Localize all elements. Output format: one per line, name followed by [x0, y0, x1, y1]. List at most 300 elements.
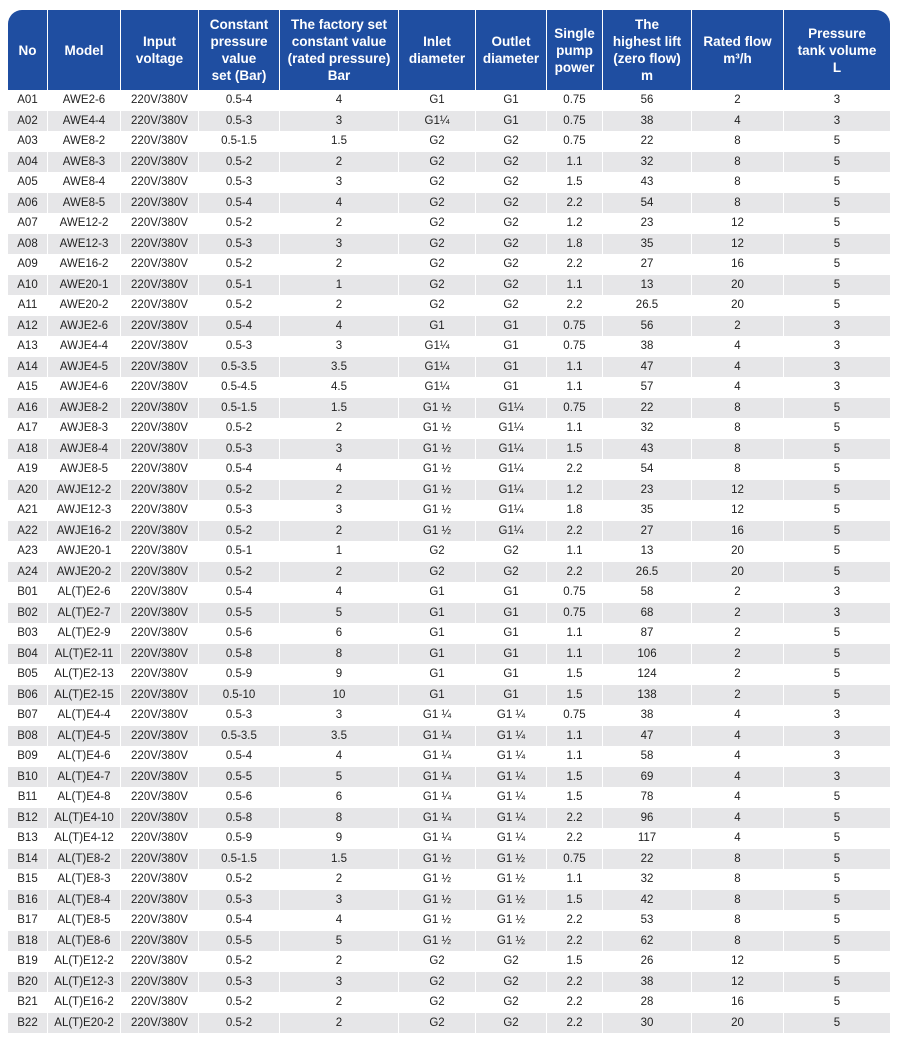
cell-cp: 0.5-5: [199, 931, 280, 952]
cell-factory: 4.5: [280, 377, 399, 398]
header-line: Model: [64, 42, 104, 58]
cell-factory: 1: [280, 541, 399, 562]
cell-flow: 16: [692, 521, 784, 542]
column-header-inlet: [399, 10, 476, 90]
cell-voltage: 220V/380V: [121, 705, 199, 726]
cell-tank: 3: [784, 603, 890, 624]
cell-inlet: G1 ½: [399, 521, 476, 542]
cell-no: A12: [8, 316, 48, 337]
cell-inlet: G1¼: [399, 111, 476, 132]
cell-inlet: G2: [399, 131, 476, 152]
cell-model: AWJE20-2: [48, 562, 121, 583]
cell-cp: 0.5-9: [199, 664, 280, 685]
cell-factory: 4: [280, 90, 399, 111]
cell-power: 1.5: [547, 439, 603, 460]
column-header-model: [48, 10, 121, 90]
cell-no: B09: [8, 746, 48, 767]
header-line: Rated flow: [703, 34, 772, 49]
pump-spec-table: [8, 10, 890, 1033]
cell-lift: 96: [603, 808, 692, 829]
table-row: [8, 418, 890, 439]
cell-voltage: 220V/380V: [121, 685, 199, 706]
cell-voltage: 220V/380V: [121, 254, 199, 275]
cell-voltage: 220V/380V: [121, 664, 199, 685]
cell-power: 0.75: [547, 111, 603, 132]
cell-inlet: G1: [399, 664, 476, 685]
cell-flow: 2: [692, 623, 784, 644]
cell-cp: 0.5-8: [199, 808, 280, 829]
cell-factory: 2: [280, 213, 399, 234]
cell-no: B01: [8, 582, 48, 603]
header-line: pump: [556, 42, 593, 58]
cell-outlet: G1: [476, 377, 547, 398]
cell-cp: 0.5-1.5: [199, 398, 280, 419]
cell-voltage: 220V/380V: [121, 131, 199, 152]
cell-no: B17: [8, 910, 48, 931]
cell-tank: 5: [784, 152, 890, 173]
cell-outlet: G1: [476, 90, 547, 111]
cell-voltage: 220V/380V: [121, 890, 199, 911]
table-row: [8, 111, 890, 132]
cell-flow: 8: [692, 459, 784, 480]
cell-power: 1.1: [547, 275, 603, 296]
cell-flow: 4: [692, 377, 784, 398]
cell-factory: 2: [280, 418, 399, 439]
cell-power: 1.5: [547, 890, 603, 911]
cell-factory: 4: [280, 459, 399, 480]
cell-model: AL(T)E4-7: [48, 767, 121, 788]
cell-flow: 2: [692, 603, 784, 624]
cell-lift: 43: [603, 172, 692, 193]
cell-factory: 3: [280, 336, 399, 357]
table-row: [8, 603, 890, 624]
cell-no: B16: [8, 890, 48, 911]
cell-no: B03: [8, 623, 48, 644]
header-line: constant value: [291, 34, 387, 49]
cell-power: 1.1: [547, 644, 603, 665]
cell-outlet: G2: [476, 1013, 547, 1034]
cell-outlet: G1: [476, 603, 547, 624]
cell-tank: 5: [784, 992, 890, 1013]
cell-outlet: G1 ½: [476, 910, 547, 931]
cell-tank: 5: [784, 521, 890, 542]
cell-tank: 5: [784, 131, 890, 152]
cell-factory: 2: [280, 562, 399, 583]
cell-lift: 23: [603, 480, 692, 501]
cell-flow: 8: [692, 890, 784, 911]
cell-lift: 58: [603, 582, 692, 603]
table-row: [8, 459, 890, 480]
table-row: [8, 336, 890, 357]
cell-factory: 4: [280, 316, 399, 337]
cell-cp: 0.5-3: [199, 972, 280, 993]
cell-power: 1.5: [547, 787, 603, 808]
cell-cp: 0.5-2: [199, 992, 280, 1013]
table-body: [8, 90, 890, 1033]
cell-outlet: G2: [476, 172, 547, 193]
cell-model: AWE8-5: [48, 193, 121, 214]
header-line: (zero flow): [613, 51, 681, 66]
cell-voltage: 220V/380V: [121, 111, 199, 132]
cell-model: AL(T)E2-13: [48, 664, 121, 685]
cell-no: A14: [8, 357, 48, 378]
cell-flow: 8: [692, 931, 784, 952]
cell-outlet: G2: [476, 992, 547, 1013]
cell-inlet: G2: [399, 992, 476, 1013]
cell-factory: 3: [280, 111, 399, 132]
cell-inlet: G1 ¼: [399, 808, 476, 829]
cell-cp: 0.5-2: [199, 480, 280, 501]
header-line: highest lift: [612, 34, 682, 49]
cell-no: A11: [8, 295, 48, 316]
cell-tank: 5: [784, 295, 890, 316]
cell-lift: 27: [603, 254, 692, 275]
cell-tank: 3: [784, 705, 890, 726]
cell-factory: 3: [280, 972, 399, 993]
cell-flow: 8: [692, 849, 784, 870]
cell-power: 1.5: [547, 767, 603, 788]
cell-model: AWJE16-2: [48, 521, 121, 542]
cell-model: AL(T)E2-6: [48, 582, 121, 603]
cell-tank: 5: [784, 459, 890, 480]
cell-outlet: G1: [476, 644, 547, 665]
cell-power: 0.75: [547, 705, 603, 726]
cell-no: B22: [8, 1013, 48, 1034]
cell-voltage: 220V/380V: [121, 152, 199, 173]
cell-cp: 0.5-4: [199, 90, 280, 111]
cell-tank: 5: [784, 1013, 890, 1034]
cell-no: A10: [8, 275, 48, 296]
cell-lift: 58: [603, 746, 692, 767]
table-row: [8, 787, 890, 808]
cell-inlet: G2: [399, 295, 476, 316]
cell-tank: 5: [784, 480, 890, 501]
cell-flow: 12: [692, 234, 784, 255]
cell-flow: 12: [692, 480, 784, 501]
cell-tank: 5: [784, 808, 890, 829]
cell-voltage: 220V/380V: [121, 234, 199, 255]
cell-model: AL(T)E2-9: [48, 623, 121, 644]
table-row: [8, 234, 890, 255]
cell-no: A13: [8, 336, 48, 357]
cell-power: 1.2: [547, 480, 603, 501]
cell-power: 2.2: [547, 1013, 603, 1034]
cell-lift: 28: [603, 992, 692, 1013]
cell-voltage: 220V/380V: [121, 193, 199, 214]
cell-tank: 5: [784, 213, 890, 234]
cell-voltage: 220V/380V: [121, 275, 199, 296]
cell-power: 1.5: [547, 172, 603, 193]
cell-power: 2.2: [547, 562, 603, 583]
cell-lift: 27: [603, 521, 692, 542]
cell-no: B11: [8, 787, 48, 808]
cell-factory: 5: [280, 767, 399, 788]
table-row: [8, 664, 890, 685]
cell-flow: 8: [692, 193, 784, 214]
cell-tank: 5: [784, 890, 890, 911]
cell-no: A04: [8, 152, 48, 173]
cell-power: 0.75: [547, 316, 603, 337]
table-row: [8, 193, 890, 214]
cell-tank: 5: [784, 849, 890, 870]
cell-lift: 38: [603, 336, 692, 357]
cell-outlet: G1 ¼: [476, 828, 547, 849]
cell-outlet: G1¼: [476, 418, 547, 439]
cell-outlet: G2: [476, 152, 547, 173]
cell-voltage: 220V/380V: [121, 951, 199, 972]
cell-lift: 106: [603, 644, 692, 665]
table-row: [8, 439, 890, 460]
cell-outlet: G2: [476, 131, 547, 152]
cell-inlet: G2: [399, 275, 476, 296]
header-line: Inlet: [423, 34, 451, 49]
cell-tank: 5: [784, 951, 890, 972]
column-header-power: [547, 10, 603, 90]
table-row: [8, 705, 890, 726]
cell-cp: 0.5-5: [199, 767, 280, 788]
cell-voltage: 220V/380V: [121, 541, 199, 562]
cell-flow: 2: [692, 582, 784, 603]
cell-voltage: 220V/380V: [121, 213, 199, 234]
cell-tank: 5: [784, 562, 890, 583]
cell-power: 1.1: [547, 869, 603, 890]
cell-outlet: G1 ¼: [476, 726, 547, 747]
cell-tank: 3: [784, 726, 890, 747]
cell-cp: 0.5-4: [199, 582, 280, 603]
cell-cp: 0.5-4: [199, 459, 280, 480]
cell-flow: 20: [692, 275, 784, 296]
cell-outlet: G2: [476, 213, 547, 234]
cell-power: 1.1: [547, 746, 603, 767]
cell-inlet: G1 ½: [399, 459, 476, 480]
cell-model: AL(T)E20-2: [48, 1013, 121, 1034]
cell-inlet: G1 ½: [399, 869, 476, 890]
cell-tank: 5: [784, 418, 890, 439]
cell-power: 0.75: [547, 582, 603, 603]
cell-flow: 20: [692, 562, 784, 583]
cell-inlet: G1: [399, 316, 476, 337]
cell-flow: 2: [692, 685, 784, 706]
cell-model: AWJE8-5: [48, 459, 121, 480]
cell-inlet: G2: [399, 541, 476, 562]
cell-tank: 5: [784, 254, 890, 275]
table-row: [8, 931, 890, 952]
table-row: [8, 685, 890, 706]
cell-outlet: G1 ¼: [476, 705, 547, 726]
cell-cp: 0.5-2: [199, 213, 280, 234]
cell-outlet: G1 ¼: [476, 787, 547, 808]
cell-inlet: G1: [399, 90, 476, 111]
cell-cp: 0.5-3: [199, 172, 280, 193]
cell-inlet: G1 ½: [399, 931, 476, 952]
cell-outlet: G1: [476, 623, 547, 644]
cell-factory: 8: [280, 644, 399, 665]
cell-tank: 5: [784, 234, 890, 255]
header-line: L: [832, 59, 842, 75]
cell-power: 0.75: [547, 90, 603, 111]
cell-inlet: G1 ½: [399, 890, 476, 911]
cell-no: A02: [8, 111, 48, 132]
cell-outlet: G2: [476, 193, 547, 214]
table-row: [8, 316, 890, 337]
cell-power: 1.5: [547, 685, 603, 706]
cell-voltage: 220V/380V: [121, 316, 199, 337]
cell-tank: 5: [784, 931, 890, 952]
cell-no: B20: [8, 972, 48, 993]
cell-no: B19: [8, 951, 48, 972]
cell-inlet: G1 ½: [399, 480, 476, 501]
cell-flow: 4: [692, 726, 784, 747]
cell-voltage: 220V/380V: [121, 972, 199, 993]
cell-model: AL(T)E12-3: [48, 972, 121, 993]
cell-model: AWE20-1: [48, 275, 121, 296]
cell-cp: 0.5-3: [199, 439, 280, 460]
cell-power: 1.2: [547, 213, 603, 234]
cell-lift: 23: [603, 213, 692, 234]
cell-model: AWE16-2: [48, 254, 121, 275]
cell-cp: 0.5-1.5: [199, 131, 280, 152]
header-line: set (Bar): [211, 68, 267, 83]
cell-lift: 26.5: [603, 295, 692, 316]
cell-tank: 5: [784, 869, 890, 890]
column-header-flow: [692, 10, 784, 90]
cell-voltage: 220V/380V: [121, 931, 199, 952]
table-row: [8, 992, 890, 1013]
cell-power: 1.1: [547, 357, 603, 378]
cell-tank: 5: [784, 787, 890, 808]
cell-power: 1.1: [547, 418, 603, 439]
cell-tank: 3: [784, 111, 890, 132]
cell-lift: 42: [603, 890, 692, 911]
cell-factory: 3: [280, 439, 399, 460]
cell-flow: 20: [692, 295, 784, 316]
cell-model: AWJE4-6: [48, 377, 121, 398]
cell-cp: 0.5-2: [199, 869, 280, 890]
cell-outlet: G1: [476, 357, 547, 378]
cell-inlet: G2: [399, 213, 476, 234]
cell-no: A16: [8, 398, 48, 419]
table-row: [8, 521, 890, 542]
header-line: No: [18, 42, 37, 58]
cell-factory: 2: [280, 951, 399, 972]
table-row: [8, 644, 890, 665]
cell-lift: 26: [603, 951, 692, 972]
cell-factory: 1.5: [280, 849, 399, 870]
cell-inlet: G1: [399, 623, 476, 644]
cell-factory: 4: [280, 910, 399, 931]
cell-model: AL(T)E4-12: [48, 828, 121, 849]
cell-inlet: G1 ½: [399, 418, 476, 439]
cell-model: AL(T)E16-2: [48, 992, 121, 1013]
cell-inlet: G2: [399, 951, 476, 972]
cell-cp: 0.5-2: [199, 521, 280, 542]
cell-lift: 54: [603, 459, 692, 480]
cell-lift: 35: [603, 234, 692, 255]
cell-lift: 26.5: [603, 562, 692, 583]
cell-power: 1.8: [547, 234, 603, 255]
cell-model: AL(T)E4-4: [48, 705, 121, 726]
header-line: diameter: [408, 51, 466, 66]
cell-tank: 3: [784, 746, 890, 767]
cell-lift: 56: [603, 316, 692, 337]
table-row: [8, 623, 890, 644]
cell-voltage: 220V/380V: [121, 910, 199, 931]
cell-no: A20: [8, 480, 48, 501]
cell-power: 2.2: [547, 254, 603, 275]
cell-cp: 0.5-2: [199, 562, 280, 583]
cell-power: 2.2: [547, 193, 603, 214]
cell-factory: 2: [280, 152, 399, 173]
cell-model: AL(T)E12-2: [48, 951, 121, 972]
cell-no: A24: [8, 562, 48, 583]
cell-voltage: 220V/380V: [121, 992, 199, 1013]
cell-no: B10: [8, 767, 48, 788]
cell-flow: 20: [692, 541, 784, 562]
cell-tank: 3: [784, 767, 890, 788]
cell-model: AWJE8-3: [48, 418, 121, 439]
cell-no: B13: [8, 828, 48, 849]
cell-lift: 54: [603, 193, 692, 214]
cell-factory: 2: [280, 1013, 399, 1034]
table-row: [8, 582, 890, 603]
cell-tank: 5: [784, 275, 890, 296]
header-line: Pressure: [808, 25, 866, 41]
table-row: [8, 1013, 890, 1034]
cell-cp: 0.5-4: [199, 910, 280, 931]
cell-flow: 4: [692, 767, 784, 788]
table-row: [8, 377, 890, 398]
cell-no: A17: [8, 418, 48, 439]
cell-outlet: G2: [476, 275, 547, 296]
cell-lift: 13: [603, 275, 692, 296]
cell-cp: 0.5-3: [199, 111, 280, 132]
cell-lift: 78: [603, 787, 692, 808]
cell-lift: 47: [603, 357, 692, 378]
cell-outlet: G1: [476, 111, 547, 132]
cell-factory: 5: [280, 603, 399, 624]
cell-no: A21: [8, 500, 48, 521]
cell-power: 2.2: [547, 459, 603, 480]
cell-outlet: G2: [476, 254, 547, 275]
cell-voltage: 220V/380V: [121, 746, 199, 767]
cell-no: A19: [8, 459, 48, 480]
cell-outlet: G1 ½: [476, 890, 547, 911]
cell-outlet: G1: [476, 336, 547, 357]
column-header-outlet: [476, 10, 547, 90]
cell-model: AWJE12-3: [48, 500, 121, 521]
cell-inlet: G1: [399, 644, 476, 665]
cell-inlet: G1 ¼: [399, 726, 476, 747]
cell-factory: 4: [280, 746, 399, 767]
cell-inlet: G2: [399, 972, 476, 993]
cell-cp: 0.5-1: [199, 541, 280, 562]
column-header-lift: [603, 10, 692, 90]
cell-factory: 2: [280, 254, 399, 275]
cell-power: 1.8: [547, 500, 603, 521]
cell-lift: 22: [603, 849, 692, 870]
table-row: [8, 808, 890, 829]
cell-cp: 0.5-2: [199, 951, 280, 972]
table-row: [8, 726, 890, 747]
cell-model: AWE12-2: [48, 213, 121, 234]
cell-tank: 5: [784, 193, 890, 214]
cell-lift: 22: [603, 398, 692, 419]
cell-inlet: G2: [399, 193, 476, 214]
cell-outlet: G1 ½: [476, 869, 547, 890]
cell-no: B07: [8, 705, 48, 726]
cell-inlet: G1 ½: [399, 500, 476, 521]
cell-factory: 9: [280, 828, 399, 849]
